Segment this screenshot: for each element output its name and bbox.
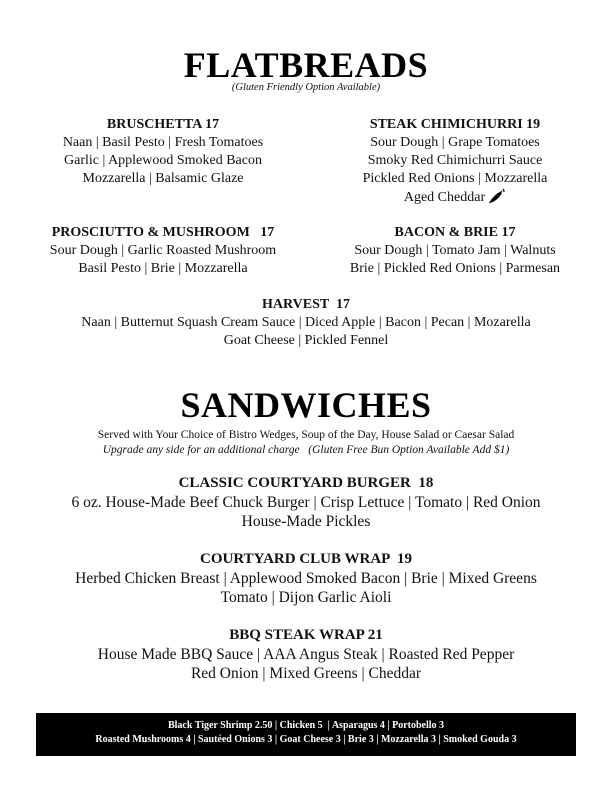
menu-item-bruschetta <box>18 116 308 188</box>
gluten-friendly-note: (Gluten Friendly Option Available) <box>231 82 381 93</box>
item-line: Brie | Pickled Red Onions | Parmesan <box>349 261 561 276</box>
item-title: BBQ STEAK WRAP 21 <box>229 627 383 643</box>
add-ons-banner <box>36 713 576 756</box>
item-line: Red Onion | Mixed Greens | Cheddar <box>190 665 422 682</box>
menu-item-bbq-steak-wrap <box>0 625 612 683</box>
item-title: STEAK CHIMICHURRI 19 <box>369 117 541 132</box>
menu-item-bacon-brie <box>310 224 600 278</box>
item-title: PROSCIUTTO & MUSHROOM 17 <box>51 225 275 240</box>
menu-item-prosciutto-mushroom <box>18 224 308 278</box>
menu-item-steak-chimichurri <box>310 116 600 210</box>
item-line: Smoky Red Chimichurri Sauce <box>367 153 543 168</box>
item-line-spicy <box>310 188 600 210</box>
sides-note-line: Served with Your Choice of Bistro Wedges, Soup of the Day, House Salad or Caesar Salad <box>97 429 515 441</box>
item-title: BACON & BRIE 17 <box>394 225 516 240</box>
menu-item-classic-courtyard-burger <box>0 473 612 531</box>
item-line: Aged Cheddar <box>403 190 486 205</box>
item-line: Sour Dough | Garlic Roasted Mushroom <box>49 243 277 258</box>
item-line: Herbed Chicken Breast | Applewood Smoked Bacon | Brie | Mixed Greens <box>75 570 537 587</box>
item-line: Mozzarella | Balsamic Glaze <box>82 171 244 186</box>
item-line: Naan | Butternut Squash Cream Sauce | Diced Apple | Bacon | Pecan | Mozarella <box>81 315 531 330</box>
add-ons-line: Black Tiger Shrimp 2.50 | Chicken 5 | Asparagus 4 | Portobello 3 <box>167 720 445 731</box>
item-line: House-Made Pickles <box>241 513 371 530</box>
chili-pepper-icon <box>488 188 506 210</box>
flatbreads-heading: FLATBREADS <box>183 45 429 85</box>
sandwiches-heading: SANDWICHES <box>180 385 432 425</box>
item-line: Tomato | Dijon Garlic Aioli <box>220 589 392 606</box>
item-line: Sour Dough | Grape Tomatoes <box>370 135 540 150</box>
item-line: Garlic | Applewood Smoked Bacon <box>64 153 262 168</box>
item-line: Naan | Basil Pesto | Fresh Tomatoes <box>62 135 264 150</box>
item-title: HARVEST 17 <box>262 297 350 312</box>
item-line: Sour Dough | Tomato Jam | Walnuts <box>354 243 556 258</box>
item-line: 6 oz. House-Made Beef Chuck Burger | Crisp Lettuce | Tomato | Red Onion <box>71 494 541 511</box>
menu-item-courtyard-club-wrap <box>0 549 612 607</box>
item-line: Pickled Red Onions | Mozzarella <box>362 171 548 186</box>
sides-note <box>0 428 612 458</box>
menu-item-harvest <box>0 296 612 350</box>
item-title: BRUSCHETTA 17 <box>106 117 220 132</box>
upgrade-note-line: Upgrade any side for an additional charge (Gluten Free Bun Option Available Add $1) <box>102 444 510 456</box>
item-line: Basil Pesto | Brie | Mozzarella <box>78 261 248 276</box>
add-ons-line: Roasted Mushrooms 4 | Sautéed Onions 3 | Goat Cheese 3 | Brie 3 | Mozzarella 3 | Smoked Gouda 3 <box>95 734 517 745</box>
item-title: COURTYARD CLUB WRAP 19 <box>200 551 412 567</box>
item-title: CLASSIC COURTYARD BURGER 18 <box>178 475 434 491</box>
item-line: House Made BBQ Sauce | AAA Angus Steak | Roasted Red Pepper <box>97 646 515 663</box>
item-line: Goat Cheese | Pickled Fennel <box>223 333 389 348</box>
